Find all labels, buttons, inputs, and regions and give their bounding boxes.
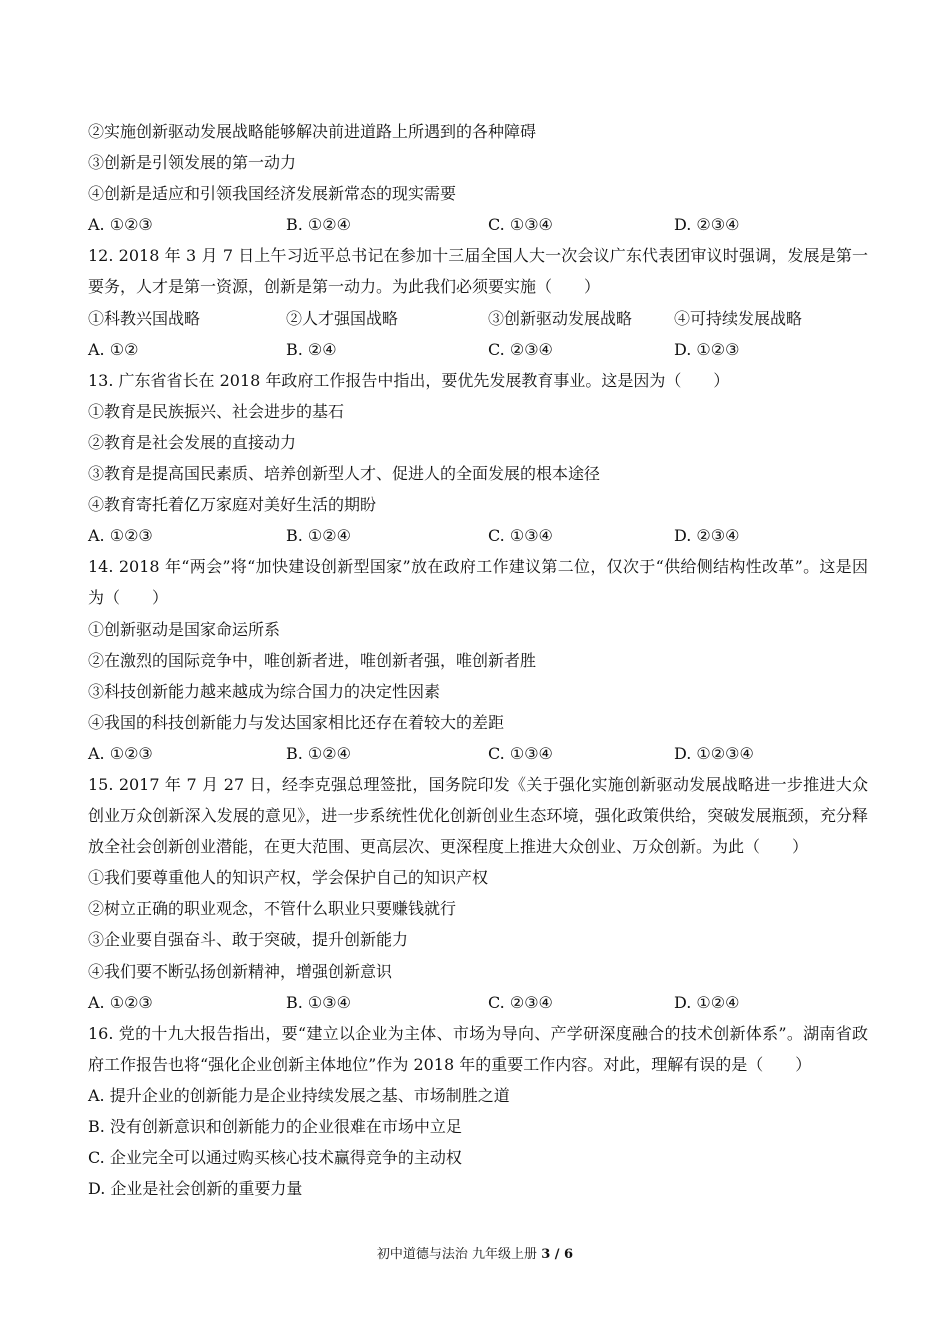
option-d: D. ①②③④	[674, 743, 754, 763]
option-a: A. ①②③	[88, 992, 153, 1012]
answer-options	[88, 209, 868, 240]
statement-item: ②人才强国战略	[286, 308, 399, 328]
option-c: C. ②③④	[488, 992, 553, 1012]
option-a: A. ①②③	[88, 743, 153, 763]
answer-options	[88, 520, 868, 551]
option-d: D. ①②③	[674, 339, 740, 359]
statement-item: ④我们要不断弘扬创新精神，增强创新意识	[88, 961, 393, 981]
question-15	[88, 769, 868, 1018]
statement-item: ③企业要自强奋斗、敢于突破，提升创新能力	[88, 930, 409, 950]
statement-item: ②树立正确的职业观念，不管什么职业只要赚钱就行	[88, 899, 457, 919]
answer-options	[88, 987, 868, 1018]
statement-item: ③创新是引领发展的第一动力	[88, 153, 297, 173]
question-16	[88, 1018, 868, 1205]
question-stem: 16. 党的十九大报告指出，要“建立以企业为主体、市场为导向、产学研深度融合的技术创新体系”。湖南省政府工作报告也将“强化企业创新主体地位”作为 2018 年的重要工作内容。对此，理解有误的是（ ）	[88, 1023, 868, 1074]
option-d: D. 企业是社会创新的重要力量	[88, 1179, 303, 1199]
option-b: B. ①②④	[286, 743, 351, 763]
statement-item: ③教育是提高国民素质、培养创新型人才、促进人的全面发展的根本途径	[88, 464, 601, 484]
answer-options	[88, 738, 868, 769]
option-a: A. ①②③	[88, 526, 153, 546]
option-c: C. ①③④	[488, 743, 553, 763]
statement-item: ③科技创新能力越来越成为综合国力的决定性因素	[88, 681, 441, 701]
option-c: C. 企业完全可以通过购买核心技术赢得竞争的主动权	[88, 1148, 462, 1168]
option-b: B. ②④	[286, 339, 337, 359]
question-11-continuation	[88, 116, 868, 240]
option-d: D. ②③④	[674, 215, 740, 235]
option-a: A. ①②③	[88, 215, 153, 235]
question-stem: 15. 2017 年 7 月 27 日，经李克强总理签批，国务院印发《关于强化实施创新驱动发展战略进一步推进大众创业万众创新深入发展的意见》，进一步系统性优化创新创业生态环境，强化政策供给，突破发展瓶颈，充分释放全社会创新创业潜能，在更大范围、更高层次、更深程度上推进大众创业、万众创新。为此（ ）	[88, 774, 868, 857]
option-a: A. 提升企业的创新能力是企业持续发展之基、市场制胜之道	[88, 1085, 510, 1105]
statement-item: ①教育是民族振兴、社会进步的基石	[88, 401, 345, 421]
option-d: D. ①②④	[674, 992, 740, 1012]
statement-item: ②在激烈的国际竞争中，唯创新者进，唯创新者强，唯创新者胜	[88, 650, 537, 670]
exam-page	[88, 116, 868, 1204]
question-stem: 12. 2018 年 3 月 7 日上午习近平总书记在参加十三届全国人大一次会议广东代表团审议时强调，发展是第一要务，人才是第一资源，创新是第一动力。为此我们必须要实施（ ）	[88, 246, 868, 297]
footer-subject: 初中道德与法治 九年级上册	[376, 1247, 538, 1262]
statement-item: ②教育是社会发展的直接动力	[88, 432, 297, 452]
page-number: 3 / 6	[541, 1247, 574, 1262]
statement-item: ②实施创新驱动发展战略能够解决前进道路上所遇到的各种障碍	[88, 122, 537, 141]
option-c: C. ①③④	[488, 526, 553, 546]
option-a: A. ①②	[88, 339, 139, 359]
statement-item: ④创新是适应和引领我国经济发展新常态的现实需要	[88, 184, 457, 204]
statement-item: ①创新驱动是国家命运所系	[88, 619, 281, 639]
statement-item: ③创新驱动发展战略	[488, 308, 633, 328]
option-b: B. ①②④	[286, 215, 351, 235]
statement-item: ④教育寄托着亿万家庭对美好生活的期盼	[88, 495, 377, 515]
statement-item: ①科教兴国战略	[88, 308, 201, 328]
option-b: B. ①②④	[286, 526, 351, 546]
statement-item: ①我们要尊重他人的知识产权，学会保护自己的知识产权	[88, 868, 489, 888]
question-13	[88, 365, 868, 552]
question-14	[88, 551, 868, 769]
option-b: B. ①③④	[286, 992, 351, 1012]
question-stem: 14. 2018 年“两会”将“加快建设创新型国家”放在政府工作建议第二位，仅次于“供给侧结构性改革”。这是因为（ ）	[88, 557, 868, 608]
option-b: B. 没有创新意识和创新能力的企业很难在市场中立足	[88, 1117, 462, 1136]
option-d: D. ②③④	[674, 526, 740, 546]
option-c: C. ②③④	[488, 339, 553, 359]
statement-item: ④我国的科技创新能力与发达国家相比还存在着较大的差距	[88, 712, 505, 732]
question-stem: 13. 广东省省长在 2018 年政府工作报告中指出，要优先发展教育事业。这是因为（ ）	[88, 370, 730, 390]
statement-item: ④可持续发展战略	[674, 308, 803, 328]
option-c: C. ①③④	[488, 215, 553, 235]
answer-options	[88, 334, 868, 365]
statement-row	[88, 303, 868, 334]
page-footer	[0, 1246, 950, 1264]
question-12	[88, 240, 868, 364]
